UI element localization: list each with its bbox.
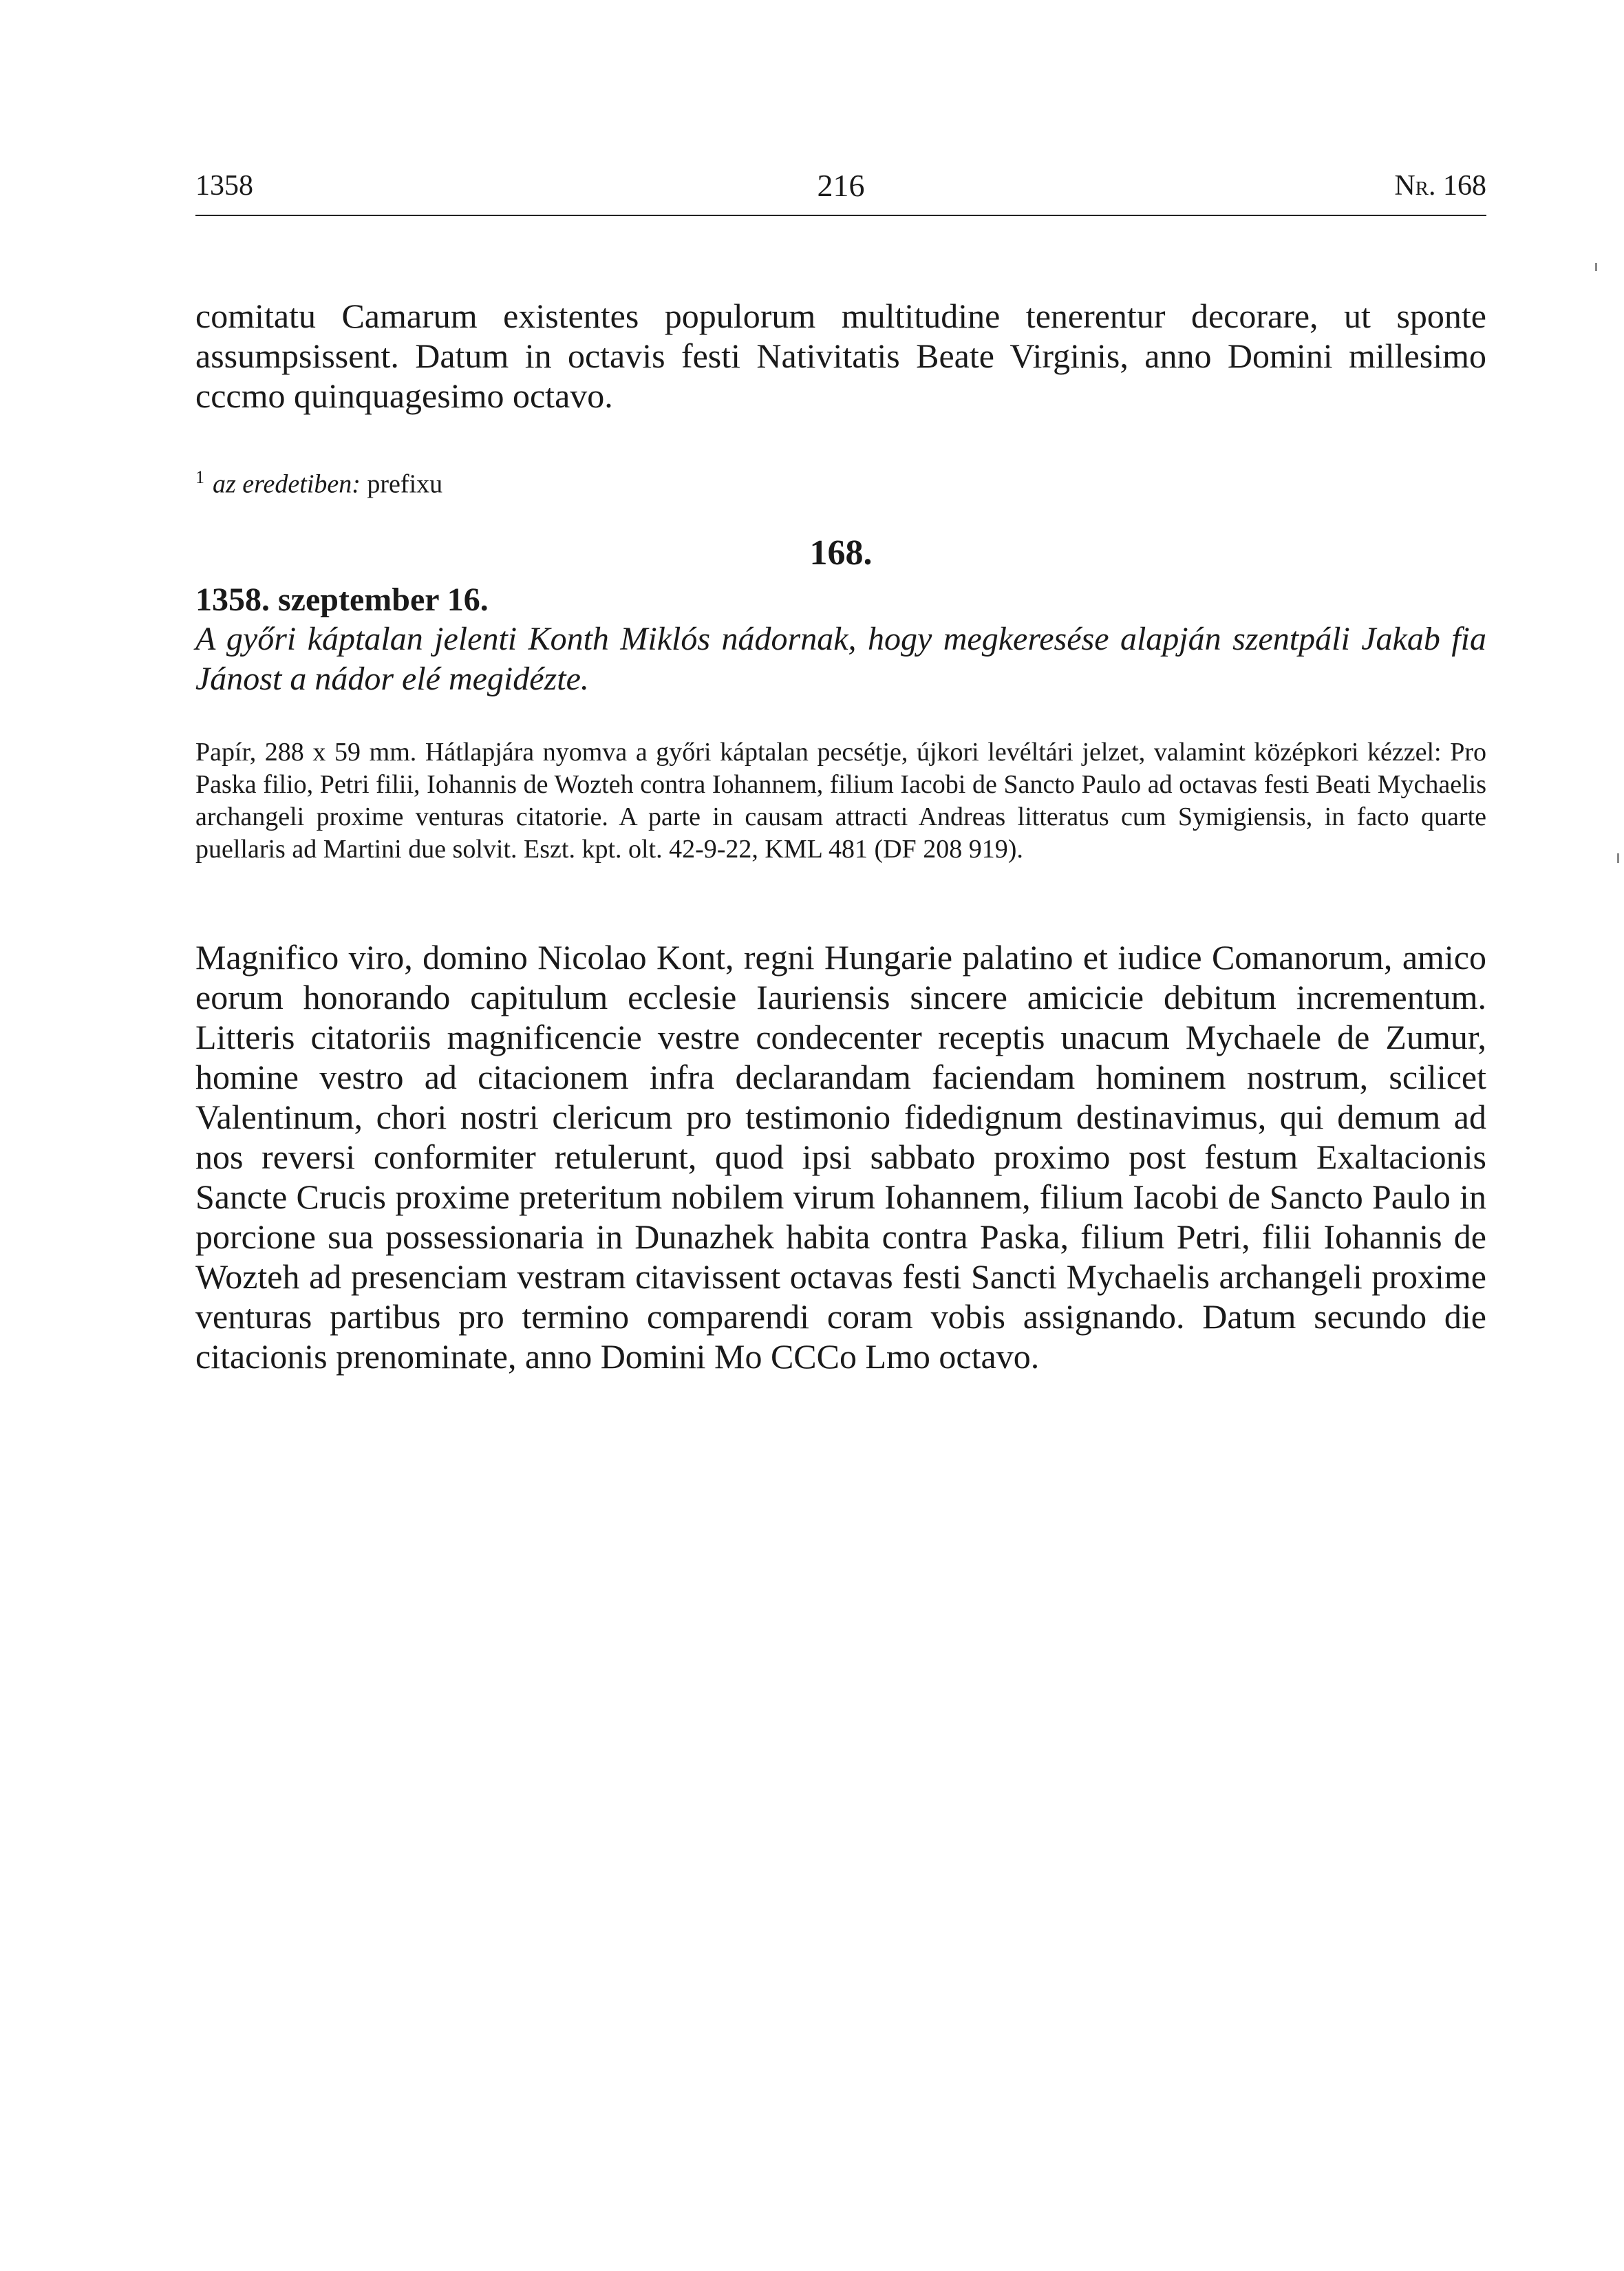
footnote	[195, 461, 1486, 501]
running-head-document-number	[1394, 165, 1486, 206]
page-number-text: 216	[817, 168, 865, 203]
document-description: Papír, 288 x 59 mm. Hátlapjára nyomva a győri káptalan pecsétje, újkori levéltári jelzet, valamint középkori kézzel: Pro Paska filio, Petri filii, Iohannis de Wozteh contra Iohannem, filium Iacobi de Sancto Paulo ad octavas festi Beati Mychaelis archangeli proxime venturas citatorie. A parte in causam attracti Andreas litteratus cum Symigiensis, in facto quarte puellaris ad Martini due solvit. Eszt. kpt. olt. 42-9-22, KML 481 (DF 208 919).	[195, 738, 1486, 864]
margin-speck-mid	[1617, 853, 1619, 863]
nr-value: 168	[1443, 170, 1486, 202]
page-number	[195, 165, 1486, 206]
footnote-label: az eredetiben:	[213, 469, 361, 499]
nr-prefix: Nr.	[1394, 170, 1436, 202]
document-page	[195, 0, 1486, 2271]
running-head-year: 1358	[195, 170, 253, 202]
header-rule	[195, 215, 1486, 216]
continuation-paragraph: comitatu Camarum existentes populorum multitudine tenerentur decorare, ut sponte assumpsissent. Datum in octavis festi Nativitatis Beate Virginis, anno Domini millesimo cccmo quinquagesimo octavo.	[195, 297, 1486, 415]
document-summary: A győri káptalan jelenti Konth Miklós nádornak, hogy megkeresése alapján szentpáli Jakab fia Jánost a nádor elé megidézte.	[195, 621, 1486, 697]
running-head	[195, 165, 1486, 206]
document-date: 1358. szeptember 16.	[195, 582, 489, 618]
document-number: 168.	[809, 533, 873, 573]
footnote-marker: 1	[195, 467, 204, 487]
margin-speck-top	[1595, 263, 1597, 271]
footnote-text: prefixu	[367, 469, 443, 499]
document-body: Magnifico viro, domino Nicolao Kont, regni Hungarie palatino et iudice Comanorum, amico eorum honorando capitulum ecclesie Iauriensis sincere amicicie debitum incrementum. Litteris citatoriis magnificencie vestre condecenter receptis unacum Mychaele de Zumur, homine vestro ad citacionem infra declarandam faciendam hominem nostrum, scilicet Valentinum, chori nostri clericum pro testimonio fidedignum destinavimus, qui demum ad nos reversi conformiter retulerunt, quod ipsi sabbato proximo post festum Exaltacionis Sancte Crucis proxime preteritum nobilem virum Iohannem, filium Iacobi de Sancto Paulo in porcione sua possessionaria in Dunazhek habita contra Paska, filium Petri, filii Iohannis de Wozteh ad presenciam vestram citavissent octavas festi Sancti Mychaelis archangeli proxime venturas partibus pro termino comparendi coram vobis assignando. Datum secundo die citacionis prenominate, anno Domini Mo CCCo Lmo octavo.	[195, 938, 1486, 1376]
